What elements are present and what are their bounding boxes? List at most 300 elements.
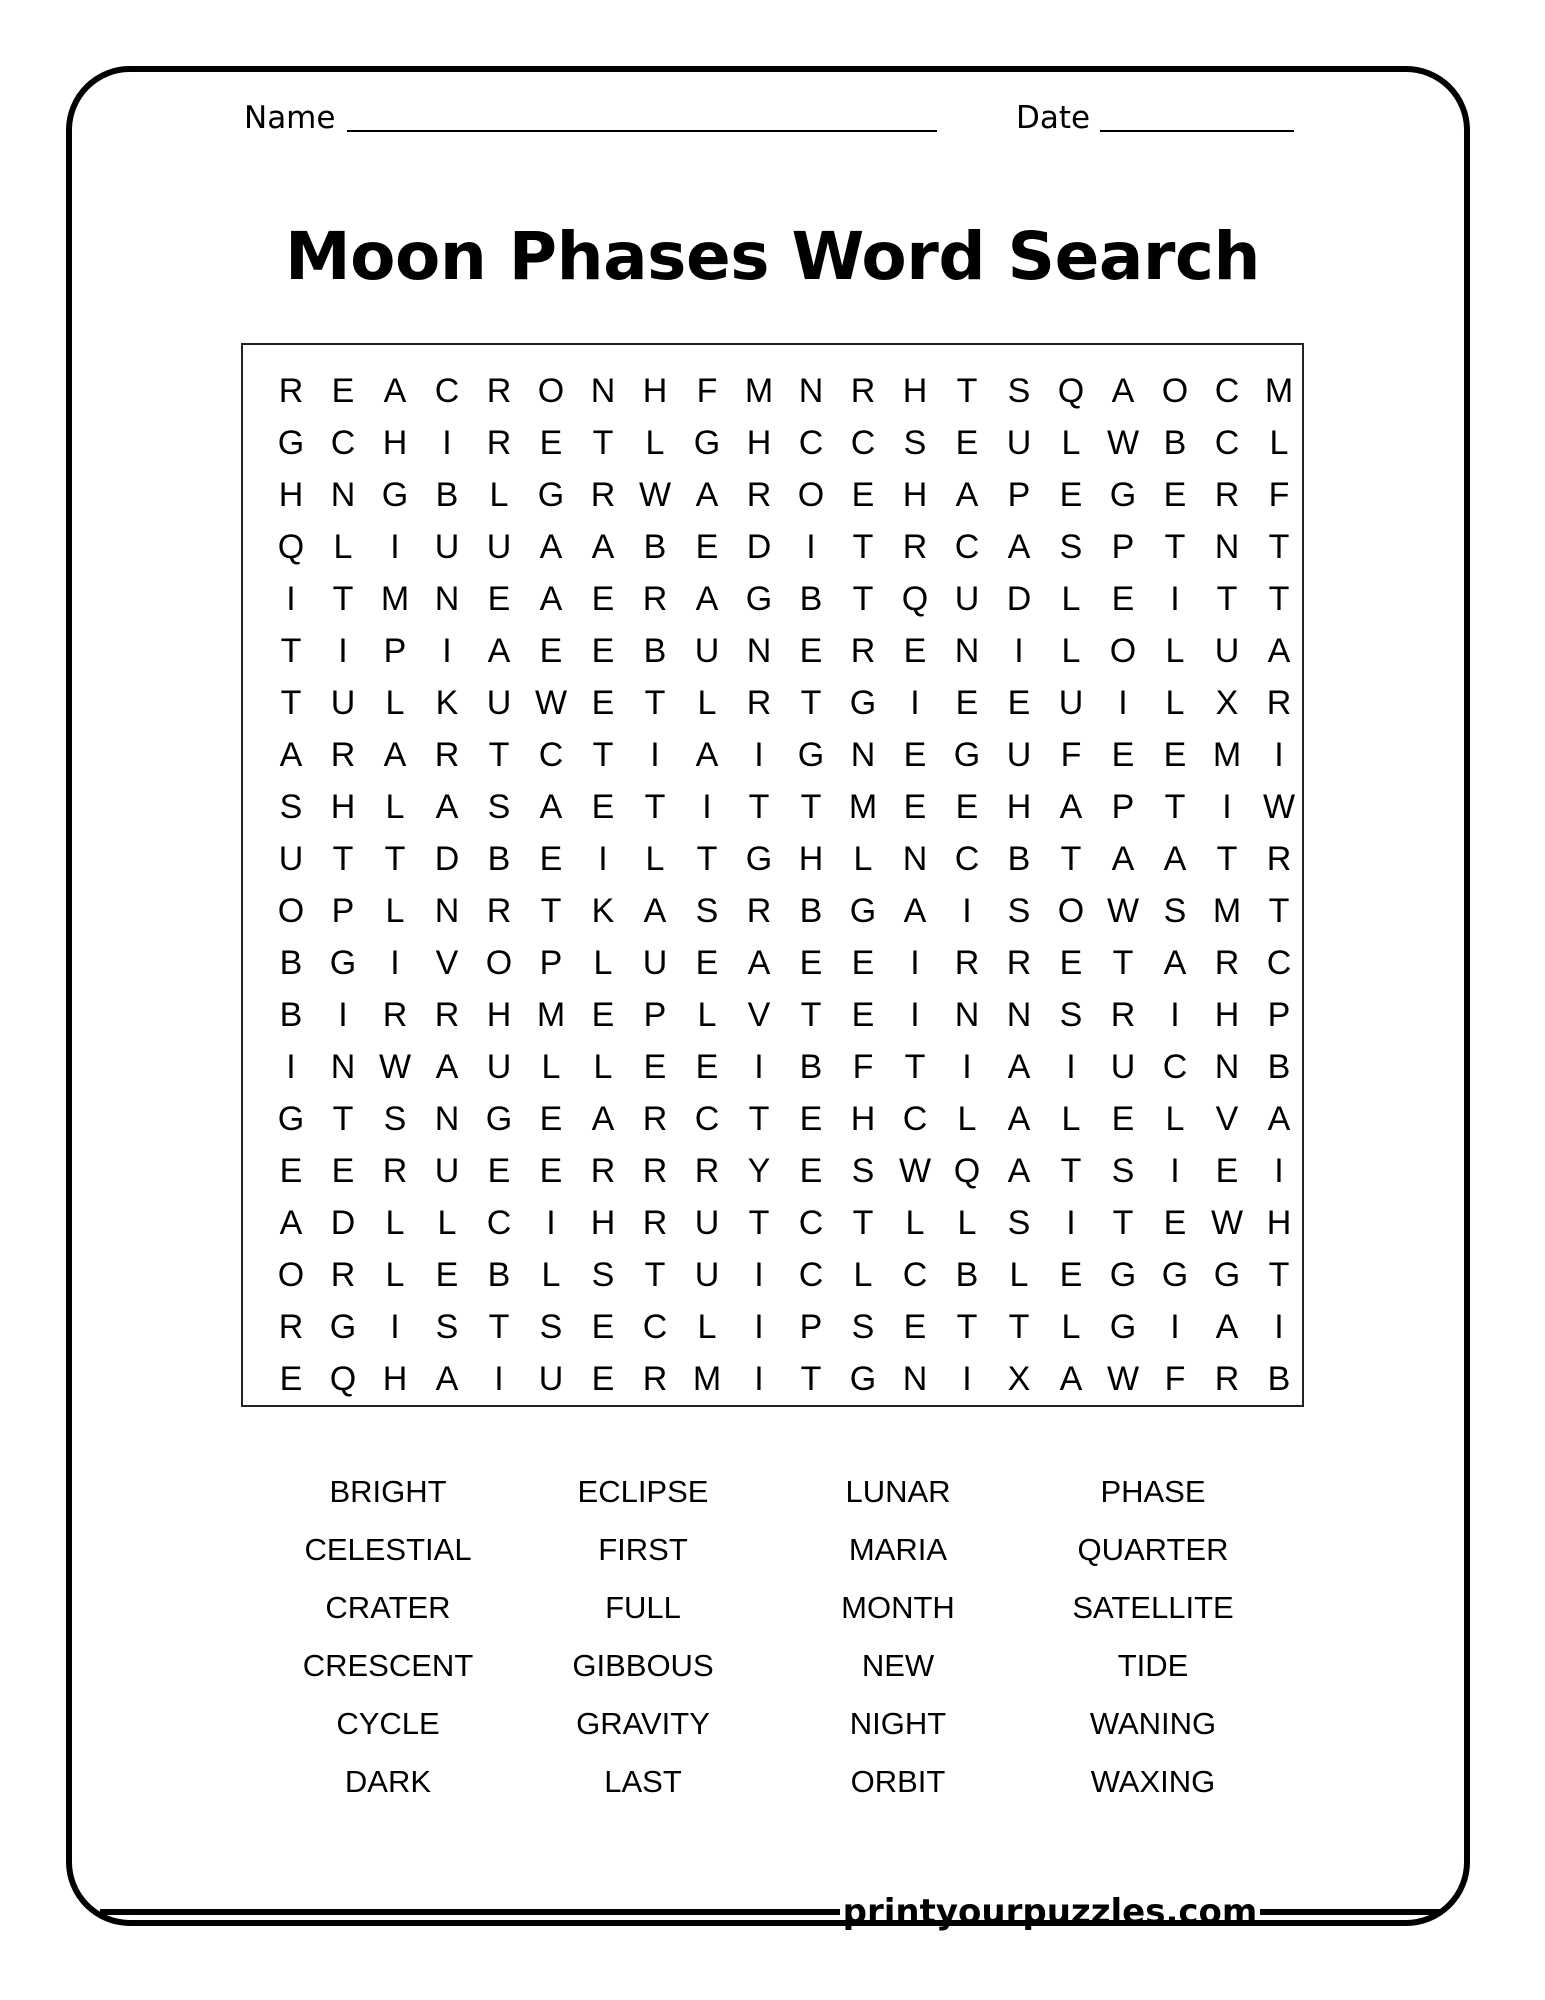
grid-letter[interactable]: L <box>957 1100 977 1138</box>
grid-letter[interactable]: U <box>278 840 304 878</box>
grid-letter[interactable]: L <box>1061 424 1081 462</box>
grid-letter[interactable]: I <box>754 1256 764 1294</box>
grid-letter[interactable]: I <box>546 1204 556 1242</box>
grid-letter[interactable]: L <box>1061 1308 1081 1346</box>
grid-letter[interactable]: R <box>382 1152 408 1190</box>
grid-letter[interactable]: S <box>851 1308 875 1346</box>
grid-letter[interactable]: A <box>1007 1048 1031 1086</box>
grid-letter[interactable]: E <box>487 1152 511 1190</box>
grid-letter[interactable]: B <box>1267 1048 1291 1086</box>
grid-letter[interactable]: R <box>330 1256 356 1294</box>
grid-letter[interactable]: I <box>1118 684 1128 722</box>
grid-letter[interactable]: I <box>962 1048 972 1086</box>
grid-letter[interactable]: W <box>1106 1360 1140 1398</box>
grid-letter[interactable]: S <box>383 1100 407 1138</box>
grid-letter[interactable]: N <box>434 892 460 930</box>
grid-letter[interactable]: W <box>1106 892 1140 930</box>
grid-letter[interactable]: R <box>278 372 304 410</box>
grid-letter[interactable]: I <box>650 736 660 774</box>
grid-letter[interactable]: C <box>954 528 980 566</box>
grid-letter[interactable]: A <box>1007 1152 1031 1190</box>
grid-letter[interactable]: E <box>695 1048 719 1086</box>
grid-letter[interactable]: S <box>1163 892 1187 930</box>
grid-letter[interactable]: E <box>799 1152 823 1190</box>
grid-letter[interactable]: E <box>591 632 615 670</box>
grid-letter[interactable]: E <box>591 1360 615 1398</box>
grid-letter[interactable]: V <box>435 944 459 982</box>
grid-letter[interactable]: S <box>1111 1152 1135 1190</box>
grid-letter[interactable]: E <box>591 580 615 618</box>
grid-letter[interactable]: E <box>851 476 875 514</box>
grid-letter[interactable]: R <box>486 424 512 462</box>
grid-letter[interactable]: T <box>852 580 874 618</box>
grid-letter[interactable]: C <box>1214 424 1240 462</box>
grid-letter[interactable]: I <box>442 424 452 462</box>
grid-letter[interactable]: A <box>383 372 407 410</box>
grid-letter[interactable]: N <box>954 996 980 1034</box>
grid-letter[interactable]: L <box>697 996 717 1034</box>
grid-letter[interactable]: A <box>695 476 719 514</box>
grid-letter[interactable]: W <box>378 1048 412 1086</box>
grid-letter[interactable]: E <box>851 944 875 982</box>
grid-letter[interactable]: O <box>277 892 305 930</box>
grid-letter[interactable]: P <box>1007 476 1031 514</box>
grid-letter[interactable]: E <box>279 1360 303 1398</box>
grid-letter[interactable]: A <box>1215 1308 1239 1346</box>
grid-letter[interactable]: E <box>1007 684 1031 722</box>
grid-letter[interactable]: G <box>1109 1308 1137 1346</box>
grid-letter[interactable]: C <box>798 424 824 462</box>
grid-letter[interactable]: Y <box>747 1152 771 1190</box>
grid-letter[interactable]: L <box>593 1048 613 1086</box>
grid-letter[interactable]: B <box>487 840 511 878</box>
grid-letter[interactable]: R <box>434 736 460 774</box>
grid-letter[interactable]: I <box>338 996 348 1034</box>
grid-letter[interactable]: S <box>591 1256 615 1294</box>
grid-letter[interactable]: E <box>539 632 563 670</box>
grid-letter[interactable]: L <box>853 840 873 878</box>
grid-letter[interactable]: R <box>642 1204 668 1242</box>
grid-letter[interactable]: A <box>1007 528 1031 566</box>
grid-letter[interactable]: T <box>800 1360 822 1398</box>
grid-letter[interactable]: N <box>798 372 824 410</box>
grid-letter[interactable]: G <box>381 476 409 514</box>
grid-letter[interactable]: G <box>849 892 877 930</box>
grid-letter[interactable]: N <box>330 1048 356 1086</box>
grid-letter[interactable]: T <box>748 788 770 826</box>
grid-letter[interactable]: L <box>489 476 509 514</box>
grid-letter[interactable]: S <box>1059 528 1083 566</box>
grid-letter[interactable]: T <box>1268 892 1290 930</box>
grid-letter[interactable]: U <box>330 684 356 722</box>
grid-letter[interactable]: L <box>385 684 405 722</box>
grid-letter[interactable]: B <box>487 1256 511 1294</box>
grid-letter[interactable]: G <box>537 476 565 514</box>
grid-letter[interactable]: E <box>1111 1100 1135 1138</box>
grid-letter[interactable]: E <box>695 944 719 982</box>
grid-letter[interactable]: R <box>694 1152 720 1190</box>
grid-letter[interactable]: F <box>1060 736 1082 774</box>
grid-letter[interactable]: G <box>693 424 721 462</box>
grid-letter[interactable]: I <box>598 840 608 878</box>
grid-letter[interactable]: C <box>330 424 356 462</box>
grid-letter[interactable]: A <box>695 736 719 774</box>
grid-letter[interactable]: A <box>695 580 719 618</box>
grid-letter[interactable]: M <box>744 372 774 410</box>
grid-letter[interactable]: R <box>1110 996 1136 1034</box>
grid-letter[interactable]: I <box>1274 1152 1284 1190</box>
grid-letter[interactable]: A <box>539 580 563 618</box>
grid-letter[interactable]: T <box>540 892 562 930</box>
grid-letter[interactable]: E <box>1111 580 1135 618</box>
grid-letter[interactable]: T <box>592 424 614 462</box>
grid-letter[interactable]: T <box>592 736 614 774</box>
grid-letter[interactable]: F <box>1164 1360 1186 1398</box>
grid-letter[interactable]: E <box>591 684 615 722</box>
grid-letter[interactable]: O <box>1109 632 1137 670</box>
grid-letter[interactable]: B <box>643 528 667 566</box>
grid-letter[interactable]: G <box>1109 1256 1137 1294</box>
grid-letter[interactable]: B <box>1007 840 1031 878</box>
grid-letter[interactable]: T <box>1268 1256 1290 1294</box>
grid-letter[interactable]: P <box>383 632 407 670</box>
grid-letter[interactable]: N <box>850 736 876 774</box>
grid-letter[interactable]: S <box>1007 1204 1031 1242</box>
grid-letter[interactable]: T <box>1060 840 1082 878</box>
grid-letter[interactable]: L <box>1061 580 1081 618</box>
grid-letter[interactable]: U <box>538 1360 564 1398</box>
grid-letter[interactable]: T <box>1268 580 1290 618</box>
grid-letter[interactable]: T <box>1164 528 1186 566</box>
grid-letter[interactable]: U <box>486 684 512 722</box>
grid-letter[interactable]: L <box>593 944 613 982</box>
grid-letter[interactable]: H <box>1266 1204 1292 1242</box>
grid-letter[interactable]: W <box>898 1152 932 1190</box>
grid-letter[interactable]: H <box>642 372 668 410</box>
grid-letter[interactable]: E <box>591 788 615 826</box>
grid-letter[interactable]: L <box>541 1048 561 1086</box>
name-field-line[interactable] <box>347 130 937 132</box>
grid-letter[interactable]: L <box>1269 424 1289 462</box>
grid-letter[interactable]: H <box>382 1360 408 1398</box>
grid-letter[interactable]: L <box>905 1204 925 1242</box>
grid-letter[interactable]: N <box>902 1360 928 1398</box>
grid-letter[interactable]: E <box>695 528 719 566</box>
grid-letter[interactable]: I <box>338 632 348 670</box>
grid-letter[interactable]: O <box>277 1256 305 1294</box>
grid-letter[interactable]: E <box>1059 1256 1083 1294</box>
grid-letter[interactable]: A <box>1163 944 1187 982</box>
grid-letter[interactable]: V <box>747 996 771 1034</box>
grid-letter[interactable]: B <box>279 944 303 982</box>
grid-letter[interactable]: C <box>902 1100 928 1138</box>
grid-letter[interactable]: G <box>485 1100 513 1138</box>
grid-letter[interactable]: R <box>850 632 876 670</box>
grid-letter[interactable]: C <box>954 840 980 878</box>
grid-letter[interactable]: U <box>954 580 980 618</box>
grid-letter[interactable]: S <box>279 788 303 826</box>
grid-letter[interactable]: I <box>754 1308 764 1346</box>
grid-letter[interactable]: M <box>1212 736 1242 774</box>
grid-letter[interactable]: U <box>486 528 512 566</box>
grid-letter[interactable]: I <box>754 1048 764 1086</box>
grid-letter[interactable]: Q <box>901 580 929 618</box>
grid-letter[interactable]: N <box>330 476 356 514</box>
grid-letter[interactable]: P <box>643 996 667 1034</box>
grid-letter[interactable]: E <box>1215 1152 1239 1190</box>
grid-letter[interactable]: E <box>591 996 615 1034</box>
grid-letter[interactable]: U <box>694 1256 720 1294</box>
grid-letter[interactable]: A <box>643 892 667 930</box>
grid-letter[interactable]: T <box>644 788 666 826</box>
grid-letter[interactable]: L <box>385 892 405 930</box>
date-field-line[interactable] <box>1100 130 1294 132</box>
grid-letter[interactable]: R <box>642 1360 668 1398</box>
grid-letter[interactable]: R <box>1266 684 1292 722</box>
grid-letter[interactable]: I <box>910 996 920 1034</box>
grid-letter[interactable]: T <box>852 1204 874 1242</box>
grid-letter[interactable]: M <box>380 580 410 618</box>
grid-letter[interactable]: E <box>1059 944 1083 982</box>
grid-letter[interactable]: H <box>382 424 408 462</box>
grid-letter[interactable]: T <box>748 1204 770 1242</box>
grid-letter[interactable]: A <box>1267 632 1291 670</box>
grid-letter[interactable]: B <box>1163 424 1187 462</box>
grid-letter[interactable]: S <box>903 424 927 462</box>
grid-letter[interactable]: A <box>903 892 927 930</box>
grid-letter[interactable]: D <box>330 1204 356 1242</box>
grid-letter[interactable]: R <box>1214 1360 1240 1398</box>
grid-letter[interactable]: C <box>434 372 460 410</box>
grid-letter[interactable]: O <box>537 372 565 410</box>
grid-letter[interactable]: I <box>1170 580 1180 618</box>
grid-letter[interactable]: U <box>1006 736 1032 774</box>
grid-letter[interactable]: T <box>280 632 302 670</box>
grid-letter[interactable]: B <box>279 996 303 1034</box>
grid-letter[interactable]: T <box>852 528 874 566</box>
grid-letter[interactable]: X <box>1215 684 1239 722</box>
grid-letter[interactable]: T <box>800 996 822 1034</box>
grid-letter[interactable]: E <box>799 1100 823 1138</box>
grid-letter[interactable]: P <box>331 892 355 930</box>
grid-letter[interactable]: T <box>1268 528 1290 566</box>
grid-letter[interactable]: N <box>954 632 980 670</box>
grid-letter[interactable]: E <box>799 632 823 670</box>
grid-letter[interactable]: Q <box>329 1360 357 1398</box>
grid-letter[interactable]: T <box>384 840 406 878</box>
grid-letter[interactable]: T <box>332 580 354 618</box>
grid-letter[interactable]: I <box>910 944 920 982</box>
grid-letter[interactable]: E <box>1163 1204 1187 1242</box>
grid-letter[interactable]: G <box>849 684 877 722</box>
grid-letter[interactable]: S <box>539 1308 563 1346</box>
grid-letter[interactable]: N <box>1006 996 1032 1034</box>
grid-letter[interactable]: R <box>746 684 772 722</box>
grid-letter[interactable]: B <box>643 632 667 670</box>
grid-letter[interactable]: I <box>442 632 452 670</box>
grid-letter[interactable]: L <box>697 1308 717 1346</box>
grid-letter[interactable]: F <box>852 1048 874 1086</box>
grid-letter[interactable]: I <box>390 528 400 566</box>
grid-letter[interactable]: I <box>754 736 764 774</box>
grid-letter[interactable]: U <box>1058 684 1084 722</box>
grid-letter[interactable]: T <box>644 684 666 722</box>
grid-letter[interactable]: P <box>1111 528 1135 566</box>
grid-letter[interactable]: A <box>539 788 563 826</box>
grid-letter[interactable]: H <box>590 1204 616 1242</box>
grid-letter[interactable]: G <box>797 736 825 774</box>
grid-letter[interactable]: R <box>902 528 928 566</box>
grid-letter[interactable]: A <box>591 1100 615 1138</box>
grid-letter[interactable]: U <box>434 528 460 566</box>
grid-letter[interactable]: C <box>1162 1048 1188 1086</box>
grid-letter[interactable]: R <box>642 1152 668 1190</box>
grid-letter[interactable]: D <box>1006 580 1032 618</box>
grid-letter[interactable]: T <box>800 788 822 826</box>
grid-letter[interactable]: I <box>1274 1308 1284 1346</box>
grid-letter[interactable]: T <box>332 840 354 878</box>
grid-letter[interactable]: R <box>746 476 772 514</box>
grid-letter[interactable]: U <box>1110 1048 1136 1086</box>
grid-letter[interactable]: E <box>435 1256 459 1294</box>
grid-letter[interactable]: L <box>1061 1100 1081 1138</box>
grid-letter[interactable]: C <box>1266 944 1292 982</box>
grid-letter[interactable]: C <box>850 424 876 462</box>
grid-letter[interactable]: E <box>903 736 927 774</box>
grid-letter[interactable]: L <box>645 840 665 878</box>
grid-letter[interactable]: A <box>1059 788 1083 826</box>
grid-letter[interactable]: H <box>902 476 928 514</box>
grid-letter[interactable]: H <box>1214 996 1240 1034</box>
grid-letter[interactable]: U <box>1006 424 1032 462</box>
grid-letter[interactable]: L <box>853 1256 873 1294</box>
grid-letter[interactable]: R <box>590 476 616 514</box>
grid-letter[interactable]: L <box>437 1204 457 1242</box>
grid-letter[interactable]: S <box>1059 996 1083 1034</box>
grid-letter[interactable]: E <box>1163 736 1187 774</box>
grid-letter[interactable]: H <box>798 840 824 878</box>
grid-letter[interactable]: I <box>1014 632 1024 670</box>
grid-letter[interactable]: T <box>644 1256 666 1294</box>
grid-letter[interactable]: U <box>434 1152 460 1190</box>
grid-letter[interactable]: K <box>591 892 615 930</box>
grid-letter[interactable]: C <box>798 1256 824 1294</box>
grid-letter[interactable]: E <box>955 788 979 826</box>
grid-letter[interactable]: M <box>692 1360 722 1398</box>
grid-letter[interactable]: A <box>1163 840 1187 878</box>
grid-letter[interactable]: B <box>1267 1360 1291 1398</box>
grid-letter[interactable]: L <box>957 1204 977 1242</box>
grid-letter[interactable]: E <box>539 1100 563 1138</box>
grid-letter[interactable]: T <box>1112 944 1134 982</box>
grid-letter[interactable]: A <box>1111 372 1135 410</box>
grid-letter[interactable]: I <box>286 580 296 618</box>
grid-letter[interactable]: H <box>1006 788 1032 826</box>
grid-letter[interactable]: I <box>1066 1204 1076 1242</box>
grid-letter[interactable]: H <box>330 788 356 826</box>
grid-letter[interactable]: I <box>1170 996 1180 1034</box>
grid-letter[interactable]: A <box>487 632 511 670</box>
grid-letter[interactable]: G <box>1213 1256 1241 1294</box>
grid-letter[interactable]: B <box>955 1256 979 1294</box>
grid-letter[interactable]: T <box>280 684 302 722</box>
grid-letter[interactable]: B <box>435 476 459 514</box>
grid-letter[interactable]: U <box>694 1204 720 1242</box>
grid-letter[interactable]: E <box>279 1152 303 1190</box>
website-link[interactable]: printyourpuzzles.com <box>842 1892 1258 1932</box>
grid-letter[interactable]: Q <box>1057 372 1085 410</box>
grid-letter[interactable]: G <box>745 840 773 878</box>
grid-letter[interactable]: L <box>385 1256 405 1294</box>
grid-letter[interactable]: R <box>330 736 356 774</box>
grid-letter[interactable]: L <box>1009 1256 1029 1294</box>
grid-letter[interactable]: I <box>754 1360 764 1398</box>
grid-letter[interactable]: O <box>797 476 825 514</box>
grid-letter[interactable]: R <box>1006 944 1032 982</box>
grid-letter[interactable]: N <box>434 1100 460 1138</box>
grid-letter[interactable]: L <box>385 788 405 826</box>
grid-letter[interactable]: S <box>851 1152 875 1190</box>
grid-letter[interactable]: R <box>1214 944 1240 982</box>
grid-letter[interactable]: R <box>954 944 980 982</box>
grid-letter[interactable]: N <box>590 372 616 410</box>
grid-letter[interactable]: L <box>541 1256 561 1294</box>
grid-letter[interactable]: C <box>538 736 564 774</box>
grid-letter[interactable]: L <box>1165 632 1185 670</box>
grid-letter[interactable]: E <box>903 632 927 670</box>
grid-letter[interactable]: R <box>382 996 408 1034</box>
grid-letter[interactable]: A <box>1267 1100 1291 1138</box>
grid-letter[interactable]: X <box>1007 1360 1031 1398</box>
grid-letter[interactable]: I <box>494 1360 504 1398</box>
grid-letter[interactable]: K <box>435 684 459 722</box>
grid-letter[interactable]: S <box>435 1308 459 1346</box>
grid-letter[interactable]: P <box>1111 788 1135 826</box>
grid-letter[interactable]: L <box>333 528 353 566</box>
grid-letter[interactable]: T <box>1112 1204 1134 1242</box>
grid-letter[interactable]: E <box>1059 476 1083 514</box>
grid-letter[interactable]: R <box>850 372 876 410</box>
grid-letter[interactable]: U <box>694 632 720 670</box>
grid-letter[interactable]: G <box>953 736 981 774</box>
grid-letter[interactable]: R <box>746 892 772 930</box>
grid-letter[interactable]: E <box>1163 476 1187 514</box>
grid-letter[interactable]: W <box>534 684 568 722</box>
grid-letter[interactable]: O <box>1161 372 1189 410</box>
grid-letter[interactable]: I <box>962 1360 972 1398</box>
grid-letter[interactable]: R <box>642 580 668 618</box>
grid-letter[interactable]: L <box>697 684 717 722</box>
grid-letter[interactable]: S <box>1007 372 1031 410</box>
grid-letter[interactable]: I <box>286 1048 296 1086</box>
grid-letter[interactable]: T <box>1060 1152 1082 1190</box>
grid-letter[interactable]: C <box>694 1100 720 1138</box>
grid-letter[interactable]: T <box>1008 1308 1030 1346</box>
grid-letter[interactable]: E <box>487 580 511 618</box>
grid-letter[interactable]: I <box>1170 1308 1180 1346</box>
grid-letter[interactable]: R <box>486 372 512 410</box>
grid-letter[interactable]: A <box>1059 1360 1083 1398</box>
grid-letter[interactable]: H <box>486 996 512 1034</box>
grid-letter[interactable]: N <box>746 632 772 670</box>
grid-letter[interactable]: A <box>435 788 459 826</box>
grid-letter[interactable]: D <box>746 528 772 566</box>
grid-letter[interactable]: T <box>1164 788 1186 826</box>
grid-letter[interactable]: A <box>383 736 407 774</box>
grid-letter[interactable]: A <box>591 528 615 566</box>
grid-letter[interactable]: W <box>1262 788 1296 826</box>
grid-letter[interactable]: A <box>279 736 303 774</box>
